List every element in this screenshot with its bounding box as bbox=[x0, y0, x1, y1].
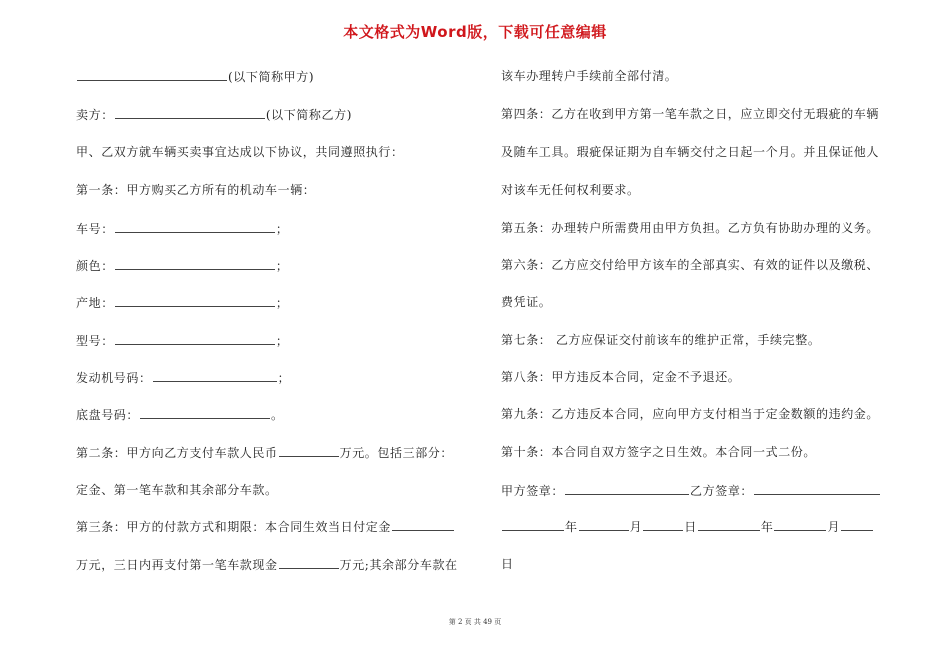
month-blank-1 bbox=[579, 518, 629, 531]
header-banner: 本文格式为Word版，下载可任意编辑 bbox=[343, 23, 607, 41]
clause-3-end: 该车办理转户手续前全部付清。 bbox=[501, 69, 678, 83]
first-payment-blank bbox=[279, 556, 339, 569]
field-model: 型号： ； bbox=[76, 334, 289, 348]
buyer-name-blank bbox=[77, 68, 227, 81]
field-color: 颜色： ； bbox=[76, 259, 289, 273]
date-line-end: 日 bbox=[501, 557, 514, 571]
year-blank-1 bbox=[502, 518, 564, 531]
clause-4-cont-2: 对该车无任何权利要求。 bbox=[501, 183, 640, 197]
clause-9: 第九条：乙方违反本合同，应向甲方支付相当于定金数额的违约金。 bbox=[501, 407, 880, 421]
signature-line: 甲方签章： 乙方签章： bbox=[501, 482, 881, 499]
clause-8: 第八条：甲方违反本合同，定金不予退还。 bbox=[501, 370, 741, 384]
field-plate-number: 车号： ； bbox=[76, 222, 289, 236]
clause-seller-line: 卖方： (以下简称乙方) bbox=[76, 108, 352, 122]
clause-4-cont-1: 及随车工具。瑕疵保证期为自车辆交付之日起一个月。并且保证他人 bbox=[501, 145, 880, 159]
plate-number-blank bbox=[115, 220, 275, 233]
model-blank bbox=[115, 332, 275, 345]
field-origin: 产地： ； bbox=[76, 296, 289, 310]
clause-3-cont: 万元，三日内再支付第一笔车款现金 万元;其余部分车款在 bbox=[76, 558, 458, 572]
clause-buyer-line: (以下简称甲方) bbox=[76, 68, 314, 85]
engine-number-blank bbox=[153, 369, 277, 382]
clause-10: 第十条：本合同自双方签字之日生效。本合同一式二份。 bbox=[501, 445, 817, 459]
clause-6-cont: 费凭证。 bbox=[501, 295, 552, 309]
clause-3: 第三条：甲方的付款方式和期限：本合同生效当日付定金 bbox=[76, 518, 455, 535]
deposit-blank bbox=[392, 518, 454, 531]
year-blank-2 bbox=[698, 518, 760, 531]
clause-2-cont: 定金、第一笔车款和其余部分车款。 bbox=[76, 483, 278, 497]
clause-2: 第二条：甲方向乙方支付车款人民币 万元。包括三部分： bbox=[76, 446, 454, 460]
chassis-number-blank bbox=[140, 406, 270, 419]
date-line: 年 月 日 年 月 bbox=[501, 518, 874, 535]
color-blank bbox=[115, 257, 275, 270]
day-blank-1 bbox=[643, 518, 683, 531]
month-blank-2 bbox=[774, 518, 826, 531]
clause-7: 第七条： 乙方应保证交付前该车的维护正常，手续完整。 bbox=[501, 333, 821, 347]
field-engine-number: 发动机号码： ； bbox=[76, 371, 291, 385]
clause-6: 第六条：乙方应交付给甲方该车的全部真实、有效的证件以及缴税、 bbox=[501, 258, 880, 272]
clause-4: 第四条：乙方在收到甲方第一笔车款之日，应立即交付无瑕疵的车辆 bbox=[501, 107, 880, 121]
page-number: 第 2 页 共 49 页 bbox=[448, 618, 502, 626]
seller-signature-blank bbox=[754, 482, 880, 495]
clause-5: 第五条：办理转户所需费用由甲方负担。乙方负有协助办理的义务。 bbox=[501, 221, 880, 235]
day-blank-2 bbox=[841, 518, 873, 531]
field-chassis-number: 底盘号码： 。 bbox=[76, 408, 284, 422]
agreement-intro: 甲、乙双方就车辆买卖事宜达成以下协议，共同遵照执行： bbox=[76, 145, 404, 159]
price-blank bbox=[279, 444, 339, 457]
seller-name-blank bbox=[115, 106, 265, 119]
buyer-signature-blank bbox=[565, 482, 689, 495]
clause-1: 第一条：甲方购买乙方所有的机动车一辆： bbox=[76, 183, 316, 197]
origin-blank bbox=[115, 294, 275, 307]
